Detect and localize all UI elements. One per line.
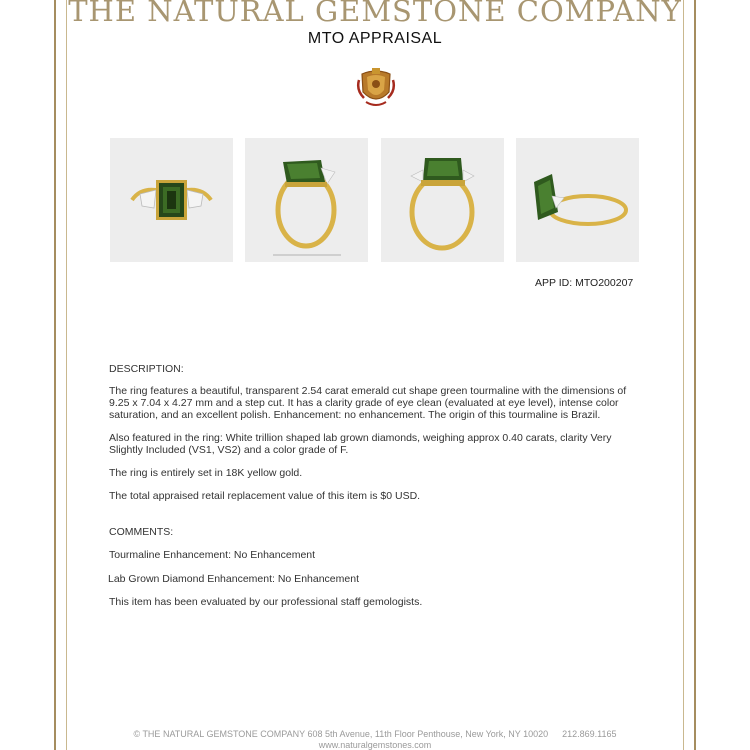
footer-address: © THE NATURAL GEMSTONE COMPANY 608 5th Avenue, 11th Floor Penthouse, New York, NY 10020 bbox=[133, 729, 549, 739]
ring-front-photo bbox=[110, 138, 233, 262]
description-accent-paragraph: Also featured in the ring: White trillion shaped lab grown diamonds, weighing approx 0.40 carats, clarity Very Slightly Included (VS1, VS2) and a color grade of F. bbox=[109, 432, 612, 456]
footer-phone: 212.869.1165 bbox=[562, 729, 617, 739]
company-name: THE NATURAL GEMSTONE COMPANY bbox=[68, 0, 682, 28]
ring-side-photo bbox=[245, 138, 368, 262]
description-heading: DESCRIPTION: bbox=[109, 363, 184, 375]
description-value-paragraph: The total appraised retail replacement value of this item is $0 USD. bbox=[109, 490, 421, 502]
comment-evaluation: This item has been evaluated by our professional staff gemologists. bbox=[109, 596, 423, 608]
document-title: MTO APPRAISAL bbox=[307, 30, 443, 47]
company-crest-logo bbox=[356, 66, 396, 110]
app-id: APP ID: MTO200207 bbox=[535, 277, 634, 289]
page-border-right-outer bbox=[694, 0, 696, 750]
ring-photo-strip bbox=[110, 138, 640, 262]
ring-back-photo bbox=[381, 138, 504, 262]
comments-heading: COMMENTS: bbox=[109, 526, 174, 538]
page-border-left-inner bbox=[66, 0, 67, 750]
comment-tourmaline-enhancement: Tourmaline Enhancement: No Enhancement bbox=[109, 549, 316, 561]
comment-diamond-enhancement: Lab Grown Diamond Enhancement: No Enhancement bbox=[108, 573, 359, 585]
page-border-left-outer bbox=[54, 0, 56, 750]
description-metal-paragraph: The ring is entirely set in 18K yellow gold. bbox=[109, 467, 303, 479]
page-border-right-inner bbox=[683, 0, 684, 750]
ring-profile-photo bbox=[516, 138, 639, 262]
description-gem-paragraph: The ring features a beautiful, transparent 2.54 carat emerald cut shape green tourmaline with the dimensions of 9.25 x 7.04 x 4.27 mm and a step cut. It has a clarity grade of eye clean (evaluated at eye level), intense color saturation, and an excellent polish. Enhancement: no enhancement. The origin of this tourmaline is Brazil. bbox=[109, 385, 627, 421]
footer-address-line bbox=[0, 729, 750, 739]
footer-website-link[interactable]: www.naturalgemstones.com bbox=[318, 740, 432, 750]
